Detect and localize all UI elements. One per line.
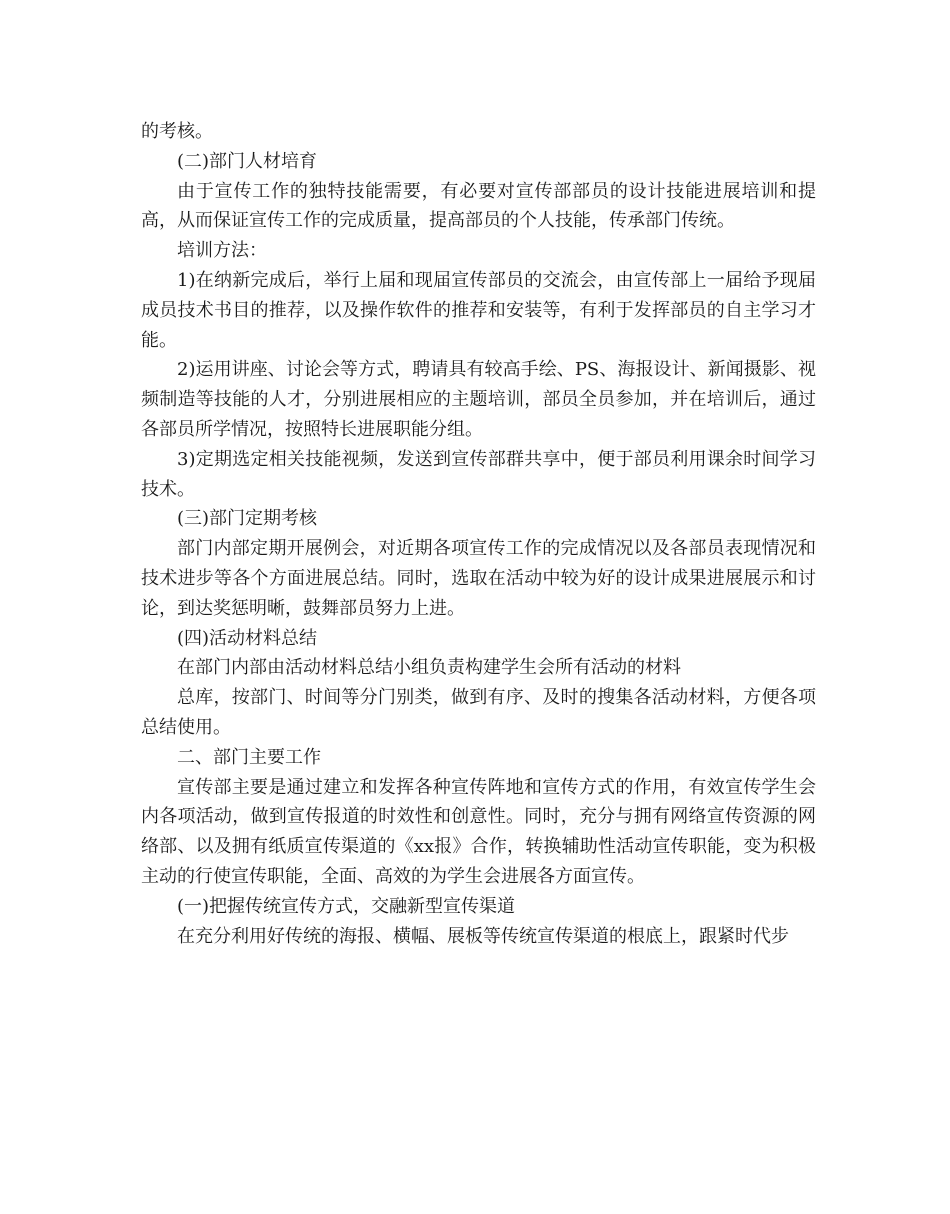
list-item: 2)运用讲座、讨论会等方式，聘请具有较高手绘、PS、海报设计、新闻摄影、视频制造等技能的人才，分别进展相应的主题培训，部员全员参加，并在培训后，通过各部员所学情况，按照特长进展职能分组。 — [141, 359, 816, 440]
paragraph: 在充分利用好传统的海报、横幅、展板等传统宣传渠道的根底上，跟紧时代步 — [177, 925, 789, 947]
section-heading: (四)活动材料总结 — [177, 627, 318, 649]
section-heading: (二)部门人材培育 — [177, 150, 318, 172]
paragraph: 宣传部主要是通过建立和发挥各种宣传阵地和宣传方式的作用，有效宣传学生会内各项活动，做到宣传报道的时效性和创意性。同时，充分与拥有网络宣传资源的网络部、以及拥有纸质宣传渠道的《xx报》合作，转换辅助性活动宣传职能，变为积极主动的行使宣传职能，全面、高效的为学生会进展各方面宣传。 — [141, 776, 816, 887]
section-heading: (一)把握传统宣传方式，交融新型宣传渠道 — [177, 895, 516, 917]
section-heading: 二、部门主要工作 — [177, 746, 321, 768]
section-heading: (三)部门定期考核 — [177, 508, 318, 530]
paragraph: 部门内部定期开展例会，对近期各项宣传工作的完成情况以及各部员表现情况和技术进步等各个方面进展总结。同时，选取在活动中较为好的设计成果进展展示和讨论，到达奖惩明晰，鼓舞部员努力上进。 — [141, 538, 816, 619]
paragraph: 在部门内部由活动材料总结小组负责构建学生会所有活动的材料 — [177, 657, 681, 679]
paragraph: 的考核。 — [141, 121, 213, 142]
list-item: 1)在纳新完成后，举行上届和现届宣传部员的交流会，由宣传部上一届给予现届成员技术书目的推荐，以及操作软件的推荐和安装等，有利于发挥部员的自主学习才能。 — [141, 269, 816, 351]
document-body — [141, 117, 816, 951]
paragraph: 由于宣传工作的独特技能需要，有必要对宣传部部员的设计技能进展培训和提高，从而保证宣传工作的完成质量，提高部员的个人技能，传承部门传统。 — [141, 180, 816, 232]
paragraph: 培训方法： — [177, 240, 267, 262]
paragraph: 总库，按部门、时间等分门别类，做到有序、及时的搜集各活动材料，方便各项总结使用。 — [141, 687, 816, 738]
list-item: 3)定期选定相关技能视频，发送到宣传部群共享中，便于部员利用课余时间学习技术。 — [141, 448, 816, 500]
